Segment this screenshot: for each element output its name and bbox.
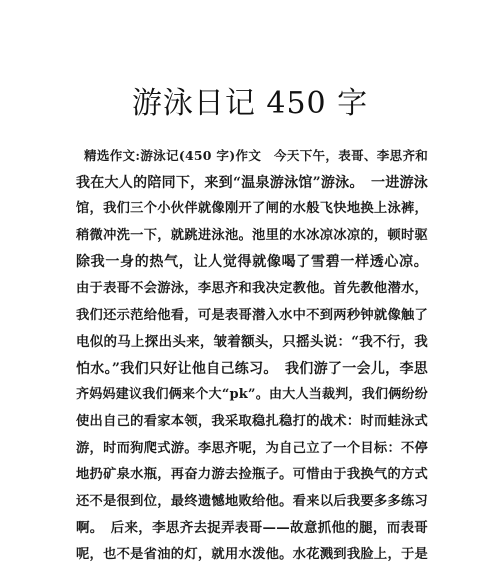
text-line: 使出自己的看家本领，我采取稳扎稳打的战术：时而蛙泳式 (76, 413, 428, 429)
text-line: 游，时而狗爬式游。李思齐呢，为自己立了一个目标：不停 (76, 440, 428, 456)
text-line: 馆，我们三个小伙伴就像刚开了闸的水般飞快地换上泳裤， (76, 201, 428, 217)
text-line: 地扔矿泉水瓶，再奋力游去捡瓶子。可惜由于我换气的方式 (76, 467, 428, 483)
text-line: 我在大人的陪同下，来到“温泉游泳馆”游泳。 一进游泳 (76, 174, 428, 191)
text-line: 还不是很到位，最终遗憾地败给他。看来以后我要多多练习 (76, 493, 428, 509)
text-line: 我们还示范给他看，可是表哥潜入水中不到两秒钟就像触了 (76, 307, 428, 323)
text-line: 呢，也不是省油的灯，就用水泼他。水花溅到我脸上，于是 (76, 546, 428, 562)
text-line: 电似的马上探出头来，皱着额头，只摇头说：“我不行，我 (76, 334, 428, 351)
text-line: 齐妈妈建议我们俩来个大“pk”。由大人当裁判，我们俩纷纷 (76, 387, 428, 403)
text-line: 啊。 后来，李思齐去捉弄表哥——故意抓他的腿，而表哥 (76, 520, 428, 537)
text-line: 精选作文:游泳记(450 字)作文 今天下午，表哥、李思齐和 (84, 148, 428, 163)
document-title: 游泳日记 450 字 (131, 86, 369, 121)
text-line: 由于表哥不会游泳，李思齐和我决定教他。首先教他潜水， (76, 280, 428, 296)
text-line: 怕水。”我们只好让他自己练习。 我们游了一会儿，李思 (76, 360, 428, 377)
text-line: 稍微冲洗一下，就跳进泳池。池里的水冰凉冰凉的，顿时驱 (76, 227, 428, 243)
document-body (76, 143, 428, 565)
text-line: 除我一身的热气，让人觉得就像喝了雪碧一样透心凉。 (76, 254, 428, 271)
